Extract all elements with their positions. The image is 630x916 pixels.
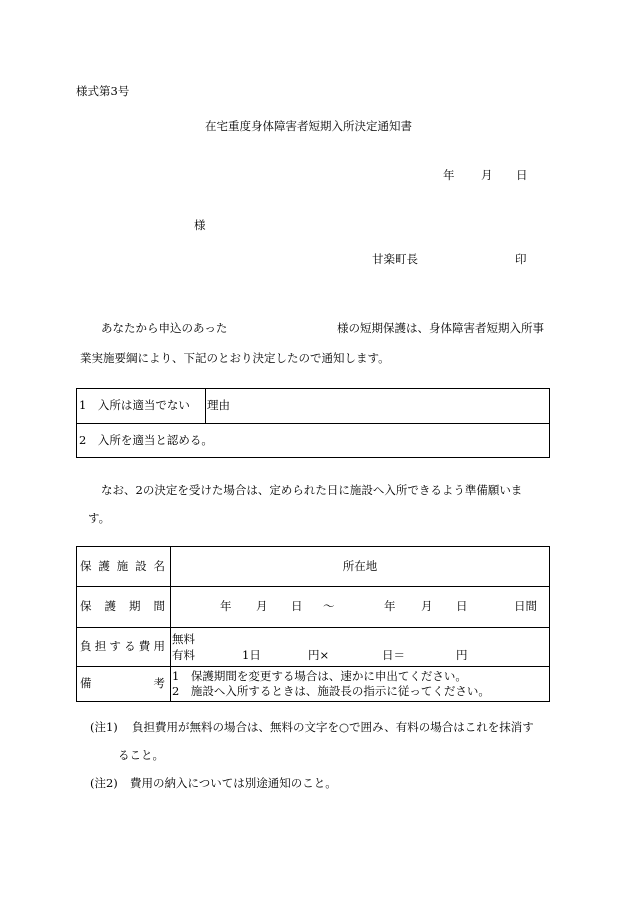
decision-option-2-text: 2 入所を適当と認める。 bbox=[79, 432, 213, 447]
cost-paid: 有料 bbox=[172, 648, 195, 662]
cost-per-day: 1日 bbox=[242, 648, 261, 662]
location-cell bbox=[171, 547, 550, 587]
remark-2: 2 施設へ入所するときは、施設長の指示に従ってください。 bbox=[172, 684, 490, 698]
label-char: 期 bbox=[129, 599, 141, 614]
period-cell bbox=[171, 587, 550, 628]
issuer-seal: 印 bbox=[515, 252, 527, 266]
label-char: 費 bbox=[138, 639, 151, 654]
period-start-month: 月 bbox=[256, 599, 268, 613]
label-char: 間 bbox=[153, 599, 165, 614]
label-char: 護 bbox=[104, 599, 116, 614]
period-end-year: 年 bbox=[384, 599, 396, 613]
date-day: 日 bbox=[516, 168, 528, 182]
label-char: 備 bbox=[80, 676, 92, 691]
cost-label bbox=[77, 641, 170, 653]
remark-1: 1 保護期間を変更する場合は、速かに申出てください。 bbox=[172, 669, 467, 683]
label-char: 保 bbox=[80, 558, 92, 573]
location-label: 所在地 bbox=[342, 558, 378, 573]
period-start-year: 年 bbox=[220, 599, 232, 613]
cost-label-cell bbox=[77, 628, 171, 667]
label-char: る bbox=[124, 639, 136, 654]
date-year: 年 bbox=[443, 168, 455, 182]
details-table bbox=[76, 546, 550, 702]
footnote-1-label: (注1) bbox=[90, 720, 118, 734]
body-text-part2: 様の短期保護は、身体障害者短期入所事 bbox=[337, 321, 544, 335]
decision-reason-cell bbox=[206, 389, 550, 424]
remarks-label-cell bbox=[77, 667, 171, 702]
period-start-day: 日 bbox=[291, 599, 303, 613]
label-char: 用 bbox=[153, 639, 165, 654]
remarks-label bbox=[77, 678, 170, 690]
facility-label bbox=[77, 558, 170, 573]
body-text-line2: 業実施要綱により、下記のとおり決定したので通知します。 bbox=[80, 351, 390, 365]
cost-yen: 円 bbox=[456, 648, 468, 662]
cost-free: 無料 bbox=[172, 632, 195, 646]
addressee-suffix: 様 bbox=[194, 218, 206, 232]
cost-cell bbox=[171, 628, 550, 667]
footnote-1-line1: 負担費用が無料の場合は、無料の文字を○で囲み、有料の場合はこれを抹消す bbox=[132, 720, 534, 734]
issuer-name: 甘楽町長 bbox=[372, 252, 418, 266]
period-end-month: 月 bbox=[421, 599, 433, 613]
footnote-1-line2: ること。 bbox=[118, 748, 164, 762]
footnote-2-label: (注2) bbox=[90, 776, 118, 790]
label-char: す bbox=[109, 639, 121, 654]
note-line1: なお、2の決定を受けた場合は、定められた日に施設へ入所できるよう準備願いま bbox=[101, 483, 523, 497]
label-char: 担 bbox=[94, 639, 107, 654]
remarks-cell bbox=[171, 667, 550, 702]
label-char: 考 bbox=[153, 676, 165, 691]
document-title: 在宅重度身体障害者短期入所決定通知書 bbox=[205, 119, 412, 133]
body-text-part1: あなたから申込のあった bbox=[101, 321, 228, 335]
period-days: 日間 bbox=[514, 599, 537, 613]
note-line2: す。 bbox=[88, 511, 111, 525]
facility-label-cell bbox=[77, 547, 171, 587]
footnote-2-text: 費用の納入については別途通知のこと。 bbox=[130, 776, 337, 790]
label-char: 施 bbox=[116, 558, 129, 573]
decision-table bbox=[76, 388, 550, 458]
period-tilde: ～ bbox=[323, 599, 335, 613]
decision-option-1-text: 1 入所は適当でない bbox=[79, 398, 190, 413]
decision-reason-label: 理由 bbox=[207, 398, 230, 413]
label-char: 設 bbox=[135, 558, 147, 573]
decision-option-1 bbox=[77, 389, 206, 424]
label-char: 名 bbox=[153, 558, 165, 573]
cost-days-equals: 日＝ bbox=[382, 648, 405, 662]
form-number: 様式第3号 bbox=[76, 84, 130, 98]
period-label-cell bbox=[77, 587, 171, 628]
label-char: 保 bbox=[80, 599, 92, 614]
label-char: 護 bbox=[98, 558, 110, 573]
label-char: 負 bbox=[80, 639, 92, 654]
decision-option-2 bbox=[77, 424, 550, 458]
cost-yen-times: 円× bbox=[308, 648, 330, 662]
period-label bbox=[77, 601, 170, 613]
period-end-day: 日 bbox=[456, 599, 468, 613]
date-month: 月 bbox=[481, 168, 493, 182]
